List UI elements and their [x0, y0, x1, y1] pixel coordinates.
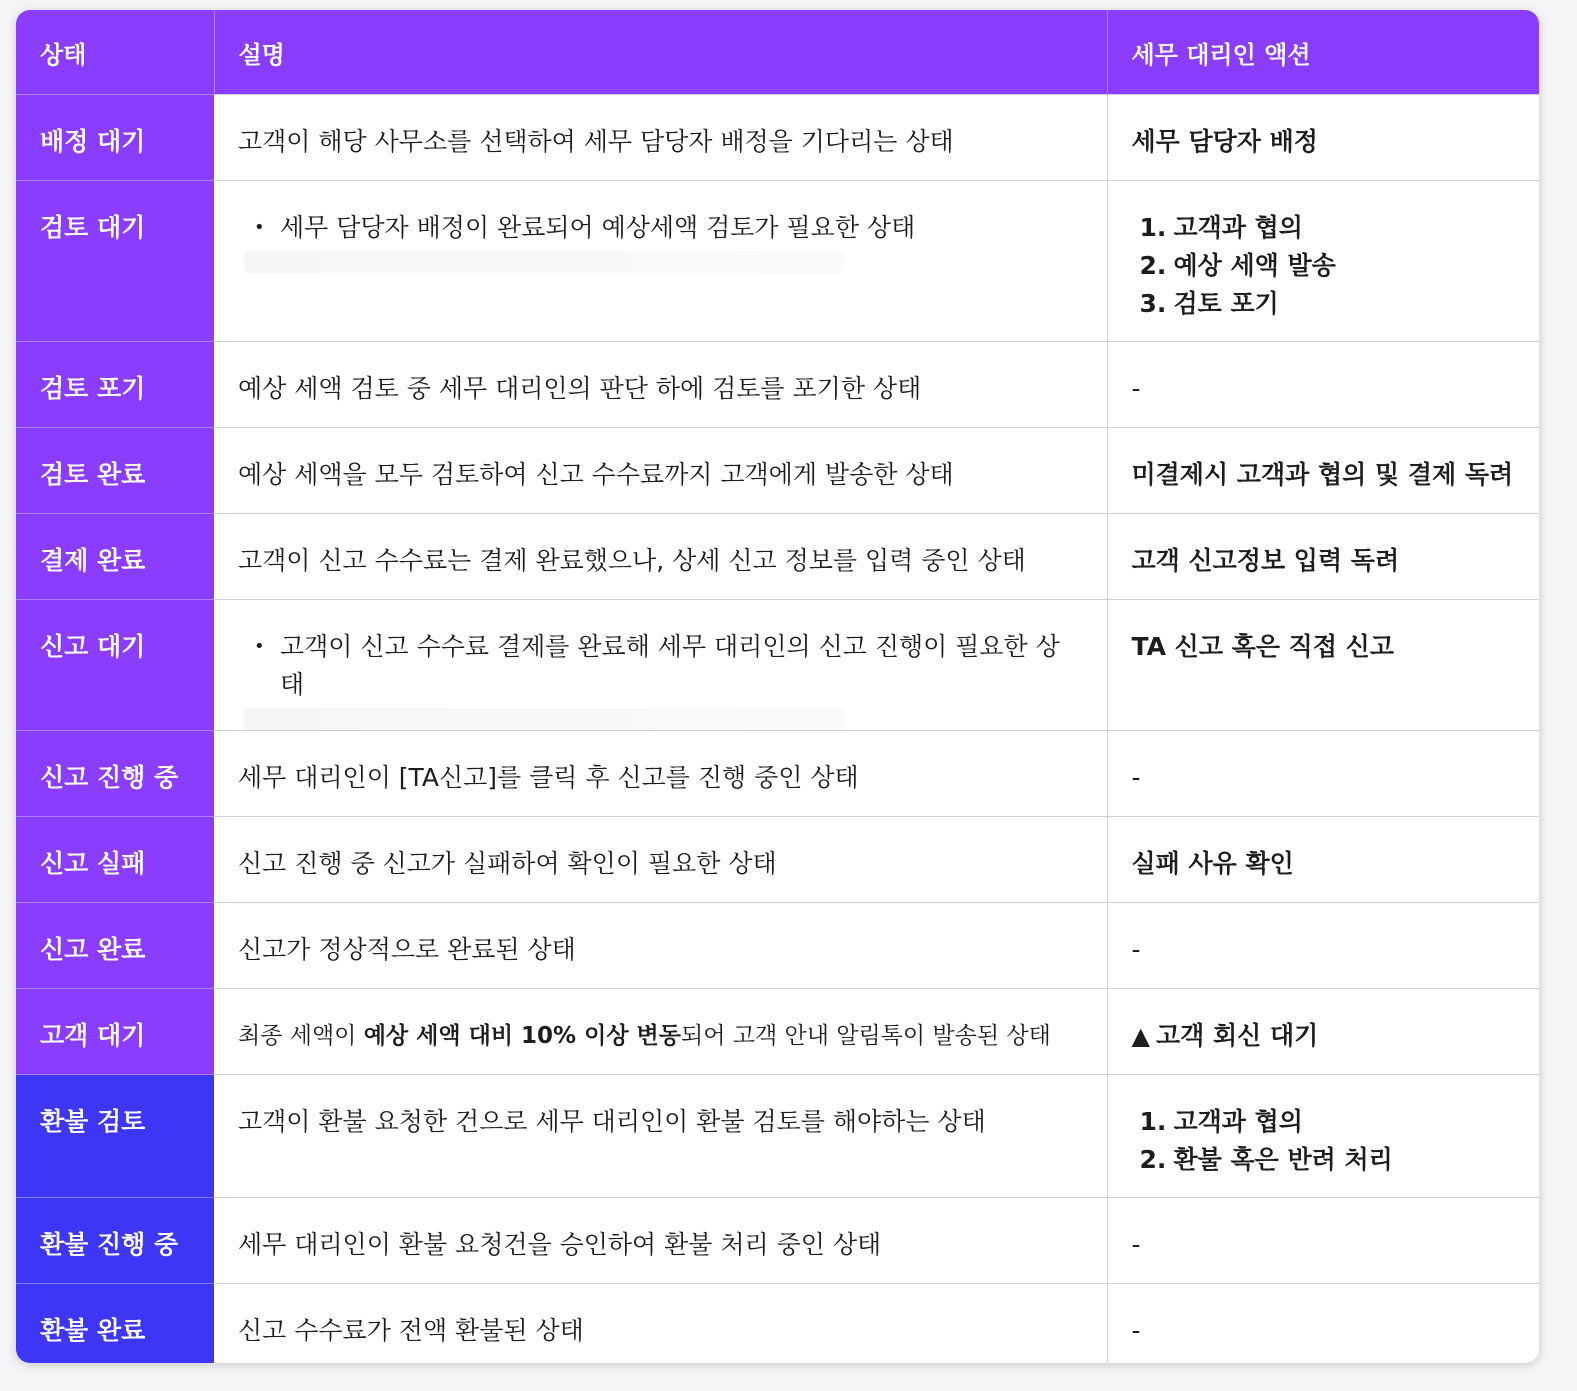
faint-placeholder	[244, 251, 844, 273]
status-cell: 신고 실패	[16, 817, 214, 903]
description-cell: 예상 세액을 모두 검토하여 신고 수수료까지 고객에게 발송한 상태	[214, 428, 1107, 514]
status-cell: 환불 진행 중	[16, 1198, 214, 1284]
description-emphasis: 예상 세액 대비 10% 이상 변동	[363, 1023, 681, 1049]
table-row	[16, 181, 1539, 342]
table-row	[16, 903, 1539, 989]
action-cell: 미결제시 고객과 협의 및 결제 독려	[1107, 428, 1539, 514]
table-row	[16, 95, 1539, 181]
table-header-row	[16, 10, 1539, 95]
status-cell: 환불 검토	[16, 1075, 214, 1198]
table-row	[16, 817, 1539, 903]
table-row	[16, 1198, 1539, 1284]
action-list-item: 1. 고객과 협의	[1139, 1107, 1303, 1136]
action-cell	[1107, 181, 1539, 342]
table-row	[16, 428, 1539, 514]
action-cell: -	[1107, 1198, 1539, 1284]
description-cell: 최종 세액이 예상 세액 대비 10% 이상 변동되어 고객 안내 알림톡이 발송된 상태	[214, 989, 1107, 1075]
action-cell: TA 신고 혹은 직접 신고	[1107, 600, 1539, 731]
description-cell: 고객이 해당 사무소를 선택하여 세무 담당자 배정을 기다리는 상태	[214, 95, 1107, 181]
action-cell: -	[1107, 1284, 1539, 1364]
table-row	[16, 600, 1539, 731]
table-row	[16, 1284, 1539, 1364]
action-list	[1132, 1103, 1516, 1179]
action-cell: 세무 담당자 배정	[1107, 95, 1539, 181]
action-cell: ▲ 고객 회신 대기	[1107, 989, 1539, 1075]
action-list-item: 2. 환불 혹은 반려 처리	[1139, 1145, 1393, 1174]
description-cell: 세무 대리인이 환불 요청건을 승인하여 환불 처리 중인 상태	[214, 1198, 1107, 1284]
status-table	[16, 10, 1539, 1363]
bullet-text: 세무 담당자 배정이 완료되어 예상세액 검토가 필요한 상태	[280, 213, 916, 242]
faint-placeholder	[244, 708, 844, 730]
table-row	[16, 989, 1539, 1075]
status-table-card	[16, 10, 1539, 1363]
action-cell: -	[1107, 342, 1539, 428]
description-cell	[214, 181, 1107, 342]
description-cell: 신고 수수료가 전액 환불된 상태	[214, 1284, 1107, 1364]
status-cell: 신고 완료	[16, 903, 214, 989]
description-cell: 고객이 신고 수수료는 결제 완료했으나, 상세 신고 정보를 입력 중인 상태	[214, 514, 1107, 600]
bullet-icon: •	[254, 636, 265, 657]
status-cell: 배정 대기	[16, 95, 214, 181]
status-cell: 검토 완료	[16, 428, 214, 514]
status-cell: 환불 완료	[16, 1284, 214, 1364]
status-cell: 신고 대기	[16, 600, 214, 731]
status-cell: 검토 포기	[16, 342, 214, 428]
table-row	[16, 514, 1539, 600]
description-cell: 예상 세액 검토 중 세무 대리인의 판단 하에 검토를 포기한 상태	[214, 342, 1107, 428]
action-cell: 고객 신고정보 입력 독려	[1107, 514, 1539, 600]
header-action: 세무 대리인 액션	[1107, 10, 1539, 95]
status-cell: 신고 진행 중	[16, 731, 214, 817]
description-cell	[214, 600, 1107, 731]
action-list	[1132, 209, 1516, 323]
warning-icon: ▲	[1131, 1022, 1150, 1050]
description-cell: 세무 대리인이 [TA신고]를 클릭 후 신고를 진행 중인 상태	[214, 731, 1107, 817]
action-cell: -	[1107, 903, 1539, 989]
action-cell: 실패 사유 확인	[1107, 817, 1539, 903]
bullet-item	[238, 628, 1083, 704]
action-cell: -	[1107, 731, 1539, 817]
status-cell: 고객 대기	[16, 989, 214, 1075]
action-list-item: 2. 예상 세액 발송	[1139, 251, 1336, 280]
description-cell: 신고 진행 중 신고가 실패하여 확인이 필요한 상태	[214, 817, 1107, 903]
bullet-item	[238, 209, 1083, 247]
action-cell	[1107, 1075, 1539, 1198]
action-list-item: 1. 고객과 협의	[1139, 213, 1303, 242]
header-status: 상태	[16, 10, 214, 95]
table-row	[16, 731, 1539, 817]
header-description: 설명	[214, 10, 1107, 95]
table-row	[16, 342, 1539, 428]
action-list-item: 3. 검토 포기	[1139, 289, 1279, 318]
description-cell: 고객이 환불 요청한 건으로 세무 대리인이 환불 검토를 해야하는 상태	[214, 1075, 1107, 1198]
description-cell: 신고가 정상적으로 완료된 상태	[214, 903, 1107, 989]
table-row	[16, 1075, 1539, 1198]
status-cell: 검토 대기	[16, 181, 214, 342]
bullet-text: 고객이 신고 수수료 결제를 완료해 세무 대리인의 신고 진행이 필요한 상태	[279, 632, 1060, 699]
status-cell: 결제 완료	[16, 514, 214, 600]
bullet-icon: •	[254, 217, 265, 238]
